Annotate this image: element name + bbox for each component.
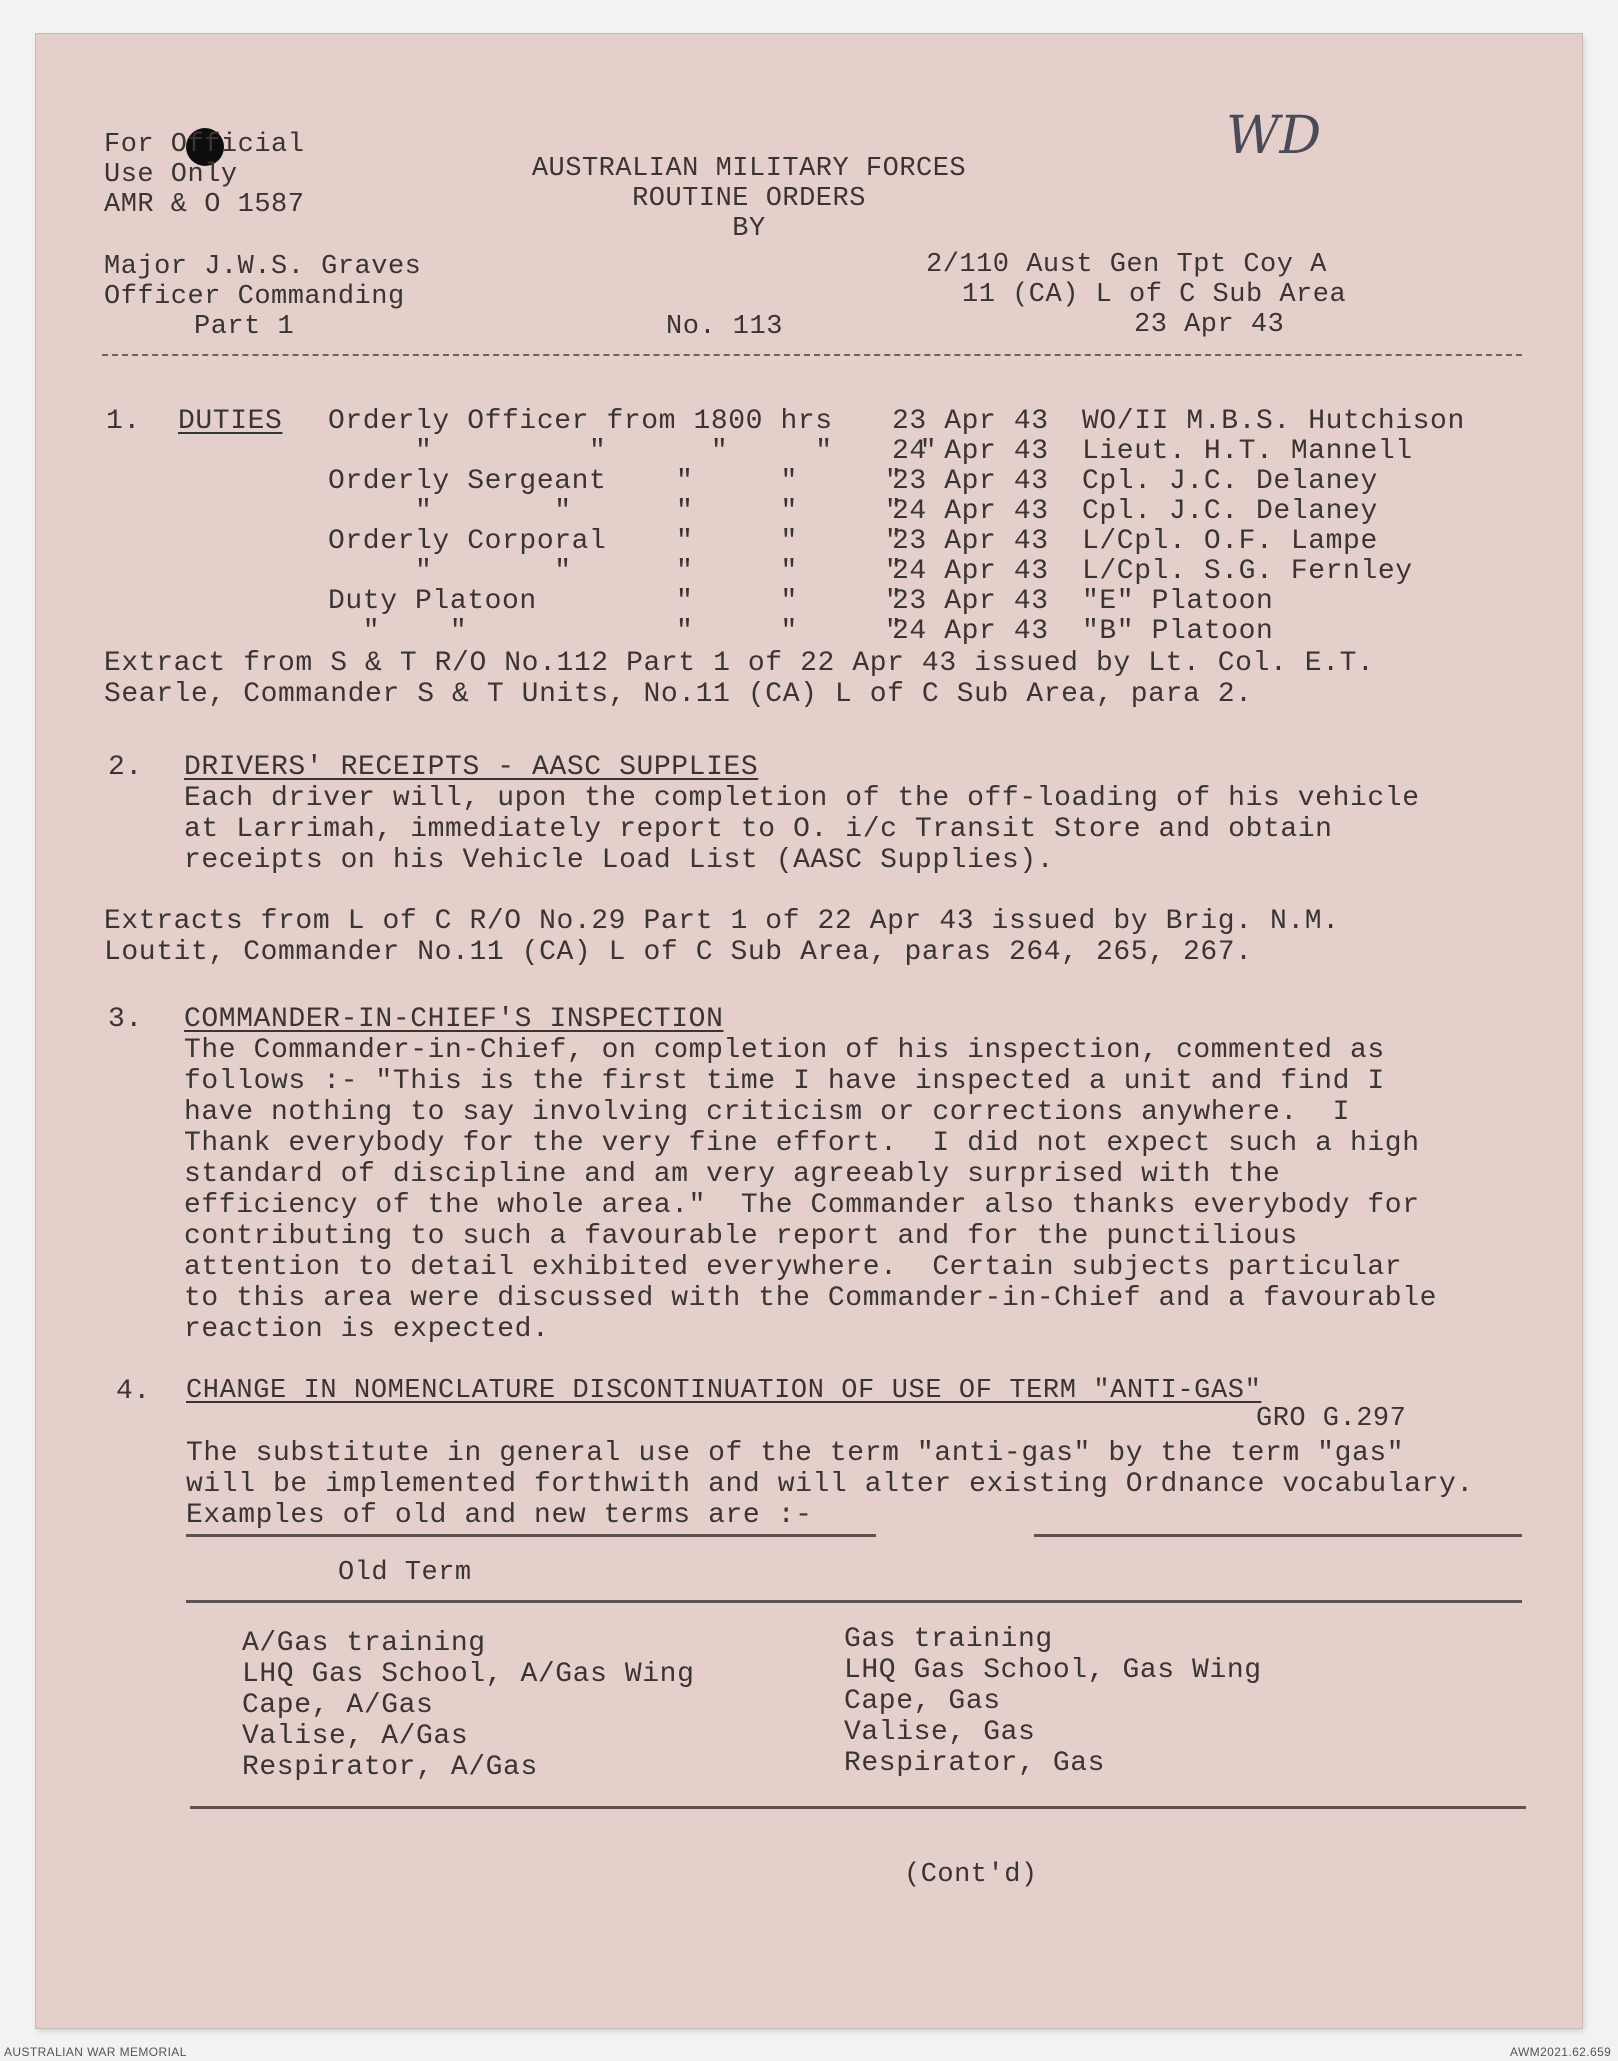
section-3-heading: COMMANDER-IN-CHIEF'S INSPECTION [184, 1004, 724, 1035]
duty-role: " " " " " [328, 496, 903, 527]
section-2-body-line: Each driver will, upon the completion of the off-loading of his vehicle [184, 783, 1420, 814]
duty-role: " " " " " [328, 556, 903, 587]
duty-role: Orderly Officer from 1800 hrs [328, 406, 833, 437]
duty-person: "B" Platoon [1082, 616, 1274, 647]
duty-date: 24 Apr 43 [892, 496, 1049, 527]
new-term: Valise, Gas [844, 1717, 1036, 1748]
section-4-body-line: will be implemented forthwith and will alter existing Ordnance vocabulary. [186, 1469, 1474, 1500]
extract-line: Searle, Commander S & T Units, No.11 (CA) L of C Sub Area, para 2. [104, 679, 1253, 710]
footer-institution: AUSTRALIAN WAR MEMORIAL [4, 2045, 187, 2059]
section-3-body-line: The Commander-in-Chief, on completion of his inspection, commented as [184, 1035, 1385, 1066]
section-4-body-line: The substitute in general use of the term "anti-gas" by the term "gas" [186, 1438, 1405, 1469]
document-page [36, 34, 1582, 2028]
section-2-heading: DRIVERS' RECEIPTS - AASC SUPPLIES [184, 752, 759, 783]
unit-name: 2/110 Aust Gen Tpt Coy A [926, 250, 1327, 280]
table-bottom-rule [190, 1806, 1526, 1809]
duty-date: 24 Apr 43 [892, 436, 1049, 467]
section-3-number: 3. [108, 1004, 143, 1035]
table-top-rule-right [1034, 1534, 1522, 1537]
classification-line-2: Use Only [104, 160, 238, 190]
old-term: Cape, A/Gas [242, 1690, 434, 1721]
duty-role: Orderly Corporal " " " [328, 526, 903, 557]
header-divider [102, 354, 1522, 356]
duty-date: 24 Apr 43 [892, 616, 1049, 647]
old-term: Respirator, A/Gas [242, 1752, 538, 1783]
continued-note: (Cont'd) [904, 1860, 1038, 1890]
duty-role: " " " " " [328, 436, 938, 467]
section-4-heading: CHANGE IN NOMENCLATURE DISCONTINUATION OF USE OF TERM "ANTI-GAS" [186, 1376, 1262, 1406]
section-3-body-line: follows :- "This is the first time I have inspected a unit and find I [184, 1066, 1385, 1097]
duty-date: 23 Apr 43 [892, 406, 1049, 437]
handwritten-initials: WD [1226, 106, 1322, 166]
new-term: LHQ Gas School, Gas Wing [844, 1655, 1262, 1686]
section-3-body-line: efficiency of the whole area." The Commander also thanks everybody for [184, 1190, 1420, 1221]
duty-person: Cpl. J.C. Delaney [1082, 496, 1378, 527]
section-1-number: 1. [106, 406, 141, 437]
extract-line: Extract from S & T R/O No.112 Part 1 of 22 Apr 43 issued by Lt. Col. E.T. [104, 648, 1375, 679]
duty-person: Lieut. H.T. Mannell [1082, 436, 1413, 467]
section-2-body-line: at Larrimah, immediately report to O. i/c Transit Store and obtain [184, 814, 1333, 845]
extract-line: Extracts from L of C R/O No.29 Part 1 of 22 Apr 43 issued by Brig. N.M. [104, 906, 1340, 937]
section-3-body-line: have nothing to say involving criticism or corrections anywhere. I [184, 1097, 1350, 1128]
section-4-body-line: Examples of old and new terms are :- [186, 1500, 813, 1531]
duty-role: Orderly Sergeant " " " [328, 466, 903, 497]
section-3-body-line: contributing to such a favourable report and for the punctilious [184, 1221, 1298, 1252]
footer-accession-number: AWM2021.62.659 [1510, 2045, 1612, 2059]
section-3-body-line: attention to detail exhibited everywhere. Certain subjects particular [184, 1252, 1403, 1283]
issuer-name: Major J.W.S. Graves [104, 252, 422, 282]
duty-person: L/Cpl. O.F. Lampe [1082, 526, 1378, 557]
table-header-rule [186, 1600, 1522, 1603]
title-line-3: BY [732, 214, 766, 244]
section-2-number: 2. [108, 752, 143, 783]
section-4-reference: GRO G.297 [1256, 1404, 1407, 1434]
unit-area: 11 (CA) L of C Sub Area [962, 280, 1347, 310]
new-term: Cape, Gas [844, 1686, 1001, 1717]
old-term: A/Gas training [242, 1628, 486, 1659]
old-term: LHQ Gas School, A/Gas Wing [242, 1659, 695, 1690]
title-line-2: ROUTINE ORDERS [632, 184, 866, 214]
part-label: Part 1 [194, 312, 295, 342]
table-header-old-term: Old Term [338, 1558, 472, 1588]
new-term: Respirator, Gas [844, 1748, 1106, 1779]
old-term: Valise, A/Gas [242, 1721, 469, 1752]
section-3-body-line: to this area were discussed with the Commander-in-Chief and a favourable [184, 1283, 1437, 1314]
issuer-role: Officer Commanding [104, 282, 405, 312]
table-top-rule-left [186, 1534, 876, 1537]
section-3-body-line: reaction is expected. [184, 1314, 550, 1345]
duty-person: WO/II M.B.S. Hutchison [1082, 406, 1465, 437]
duty-person: L/Cpl. S.G. Fernley [1082, 556, 1413, 587]
section-2-body-line: receipts on his Vehicle Load List (AASC Supplies). [184, 845, 1055, 876]
order-number: No. 113 [666, 312, 783, 342]
duty-date: 23 Apr 43 [892, 526, 1049, 557]
duty-date: 23 Apr 43 [892, 586, 1049, 617]
title-line-1: AUSTRALIAN MILITARY FORCES [531, 154, 967, 184]
duty-role: Duty Platoon " " " [328, 586, 903, 617]
reference-number: AMR & O 1587 [104, 190, 305, 220]
new-term: Gas training [844, 1624, 1053, 1655]
classification-line-1: For Official [104, 130, 305, 160]
section-3-body-line: standard of discipline and am very agreeably surprised with the [184, 1159, 1281, 1190]
duty-role: " " " " " [328, 616, 903, 647]
duty-person: Cpl. J.C. Delaney [1082, 466, 1378, 497]
extract-line: Loutit, Commander No.11 (CA) L of C Sub Area, paras 264, 265, 267. [104, 937, 1253, 968]
section-4-number: 4. [116, 1376, 151, 1407]
section-1-heading: DUTIES [178, 406, 283, 437]
duty-date: 23 Apr 43 [892, 466, 1049, 497]
duty-date: 24 Apr 43 [892, 556, 1049, 587]
order-date: 23 Apr 43 [1134, 310, 1285, 340]
section-3-body-line: Thank everybody for the very fine effort. I did not expect such a high [184, 1128, 1420, 1159]
duty-person: "E" Platoon [1082, 586, 1274, 617]
